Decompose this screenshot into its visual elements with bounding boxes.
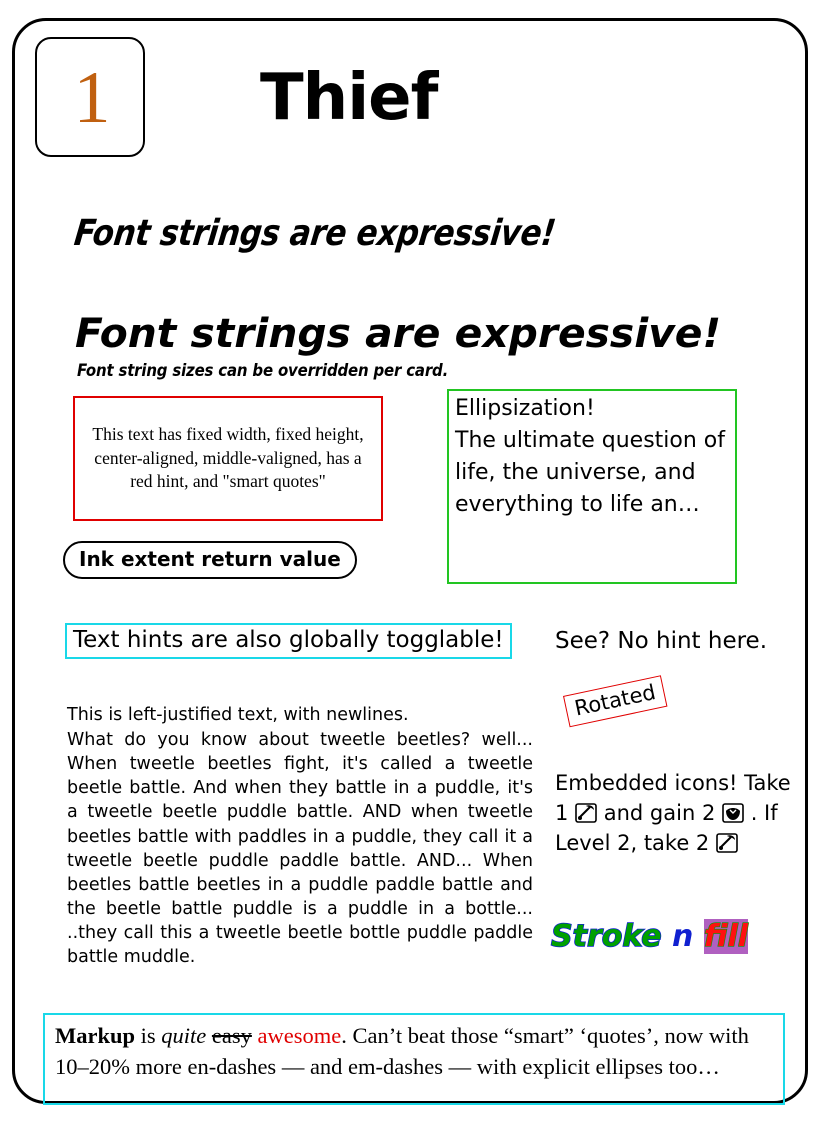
fill-word: fill — [703, 919, 749, 954]
markup-bold: Markup — [55, 1023, 136, 1048]
coin-purse-icon — [722, 803, 744, 823]
body-intro-text: This is left-justified text, with newlines. — [67, 705, 409, 725]
pickaxe-icon — [716, 833, 738, 853]
plain-word: n — [672, 919, 694, 954]
stroke-word: Stroke — [551, 919, 662, 954]
icons-part-1: Embedded icons! Take 1 — [555, 771, 791, 825]
ink-extent-pill: Ink extent return value — [63, 541, 357, 579]
embedded-icons-text — [555, 769, 805, 858]
markup-t4: . Can’t beat those “smart” ‘quotes’, now with 10–20% more en-dashes — and em-dashes — with explicit ellipses too… — [55, 1023, 749, 1079]
markup-strike: easy — [211, 1023, 252, 1048]
level-badge — [35, 37, 145, 157]
stroke-and-fill-text — [551, 919, 748, 954]
page-title: Thief — [260, 61, 438, 135]
icons-part-3: . If Level 2, take 2 — [555, 800, 778, 855]
rotated-label: Rotated — [563, 675, 668, 727]
ellipsization-text: Ellipsization! The ultimate question of life, the universe, and everything to life an… — [455, 396, 726, 517]
expressive-line-2: Font strings are expressive! — [75, 311, 722, 357]
fixed-size-text-box — [73, 396, 383, 521]
no-hint-text: See? No hint here. — [555, 628, 768, 654]
fixed-size-text: This text has fixed width, fixed height, center-aligned, middle-valigned, has a red hint, and "smart quotes" — [92, 424, 364, 492]
markup-italic: quite — [161, 1023, 207, 1048]
expressive-line-1: Font strings are expressive! — [72, 213, 558, 254]
markup-box — [43, 1013, 785, 1105]
markup-text — [55, 1021, 773, 1082]
level-number: 1 — [73, 57, 111, 139]
card-frame — [12, 18, 808, 1104]
markup-t1: is — [135, 1023, 162, 1048]
expressive-line-3: Font string sizes can be overridden per card. — [77, 361, 449, 381]
icons-part-2: and gain 2 — [603, 800, 716, 825]
body-justified-text: What do you know about tweetle beetles? well... When tweetle beetles fight, it's called a tweetle beetle battle. And when they battle in a puddle, it's a tweetle beetle puddle battle. AND when tweetle beetles battle with paddles in a puddle, they call it a tweetle beetle puddle paddle battle. AND... When beetles battle beetles in a puddle paddle battle and the beetle battle puddle is a puddle in a bottle... ..they call this a tweetle beetle bottle puddle paddle battle muddle. — [67, 730, 533, 968]
ellipsization-box — [447, 389, 737, 584]
pickaxe-icon — [575, 803, 597, 823]
global-hint-box: Text hints are also globally togglable! — [65, 623, 512, 659]
markup-red: awesome — [257, 1023, 342, 1048]
